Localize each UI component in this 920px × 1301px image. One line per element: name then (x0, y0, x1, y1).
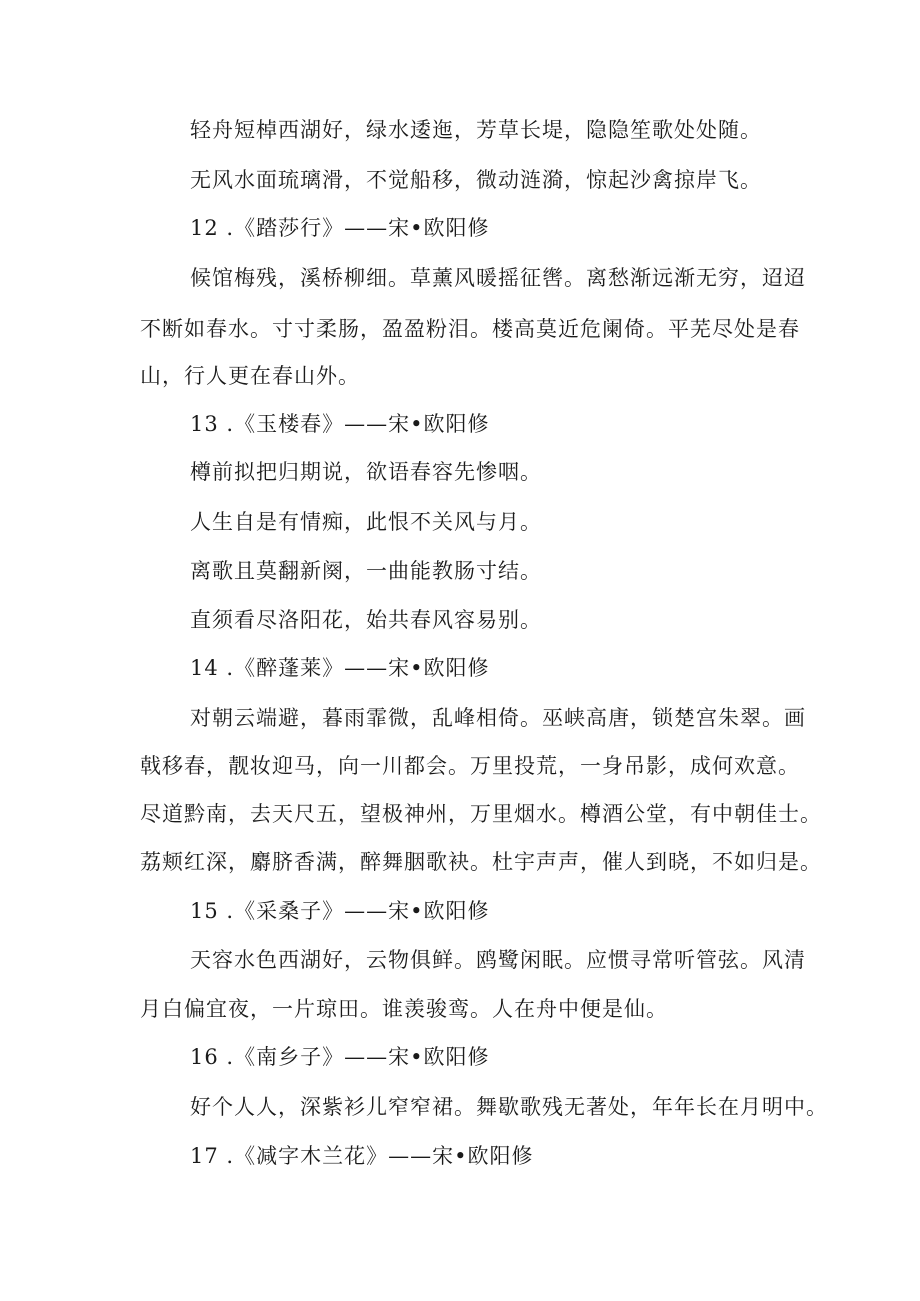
poem-line: 人生自是有情痴，此恨不关风与月。 (190, 510, 542, 534)
poem-heading: 17 .《减字木兰花》——宋•欧阳修 (190, 1144, 534, 1168)
poem-line: 离歌且莫翻新阕，一曲能教肠寸结。 (190, 559, 542, 583)
poem-line: 直须看尽洛阳花，始共春风容易别。 (190, 608, 542, 632)
poem-line: 好个人人，深紫衫儿窄窄裙。舞歇歌残无著处，年年长在月明中。 (190, 1095, 828, 1119)
poem-heading: 13 .《玉楼春》——宋•欧阳修 (190, 412, 490, 436)
poem-heading: 14 .《醉蓬莱》——宋•欧阳修 (190, 656, 490, 680)
poem-line: 戟移春，靓妆迎马，向一川都会。万里投荒，一身吊影，成何欢意。 (140, 754, 800, 778)
poem-line: 对朝云端避，暮雨霏微，乱峰相倚。巫峡高唐，锁楚宫朱翠。画 (190, 706, 806, 730)
poem-line: 无风水面琉璃滑，不觉船移，微动涟漪，惊起沙禽掠岸飞。 (190, 168, 762, 192)
poem-heading: 15 .《采桑子》——宋•欧阳修 (190, 899, 490, 923)
poem-line: 荔颊红深，麝脐香满，醉舞胭歌袂。杜宇声声，催人到晓，不如归是。 (140, 850, 822, 874)
poem-line: 月白偏宜夜，一片琼田。谁羡骏鸾。人在舟中便是仙。 (140, 997, 668, 1021)
poem-line: 山，行人更在春山外。 (140, 364, 360, 388)
poem-line: 尽道黔南，去天尺五，望极神州，万里烟水。樽酒公堂，有中朝佳士。 (140, 802, 822, 826)
poem-line: 樽前拟把归期说，欲语春容先惨咽。 (190, 460, 542, 484)
poem-line: 天容水色西湖好，云物俱鲜。鸥鹭闲眠。应惯寻常听管弦。风清 (190, 948, 806, 972)
poem-heading: 16 .《南乡子》——宋•欧阳修 (190, 1045, 490, 1069)
poem-line: 不断如春水。寸寸柔肠，盈盈粉泪。楼高莫近危阑倚。平芜尽处是春 (140, 317, 800, 341)
poem-line: 候馆梅残，溪桥柳细。草薰风暖摇征辔。离愁渐远渐无穷，迢迢 (190, 266, 806, 290)
poem-line: 轻舟短棹西湖好，绿水逶迤，芳草长堤，隐隐笙歌处处随。 (190, 118, 762, 142)
poem-heading: 12 .《踏莎行》——宋•欧阳修 (190, 216, 490, 240)
